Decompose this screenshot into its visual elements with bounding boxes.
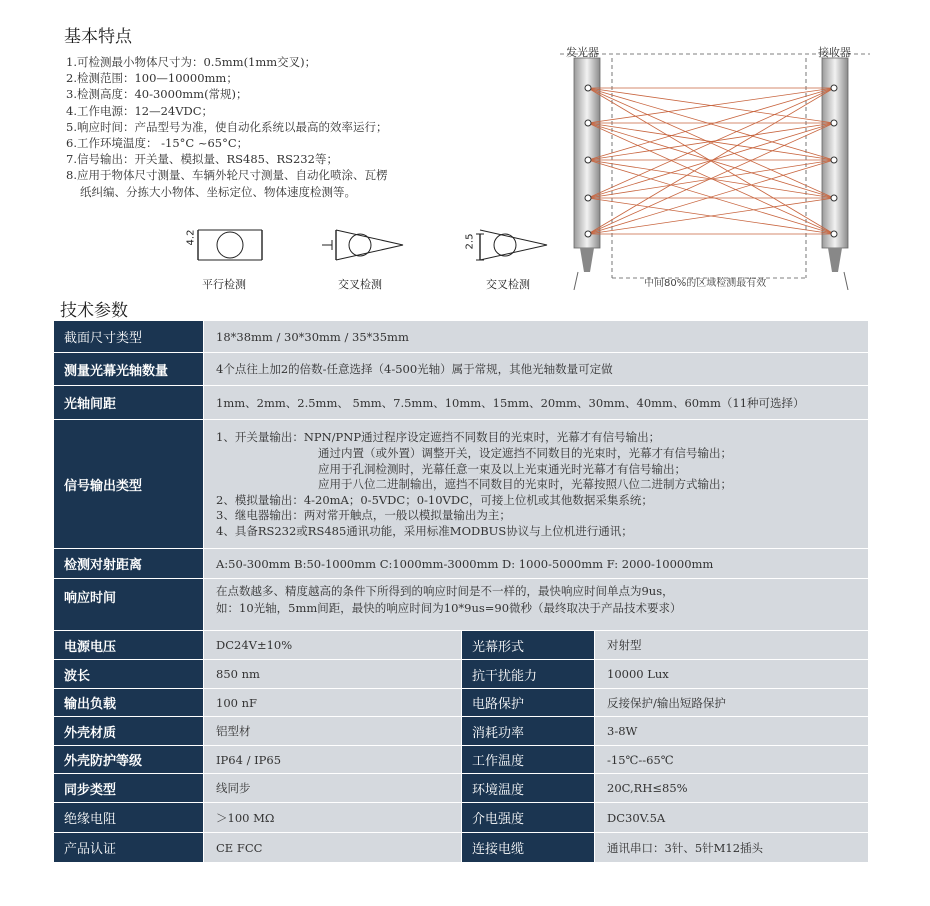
signal-line: 2、模拟量输出：4-20mA；0-5VDC；0-10VDC，可接上位机或其他数据采集系统；: [216, 492, 653, 507]
light-curtain-diagram: [560, 40, 870, 290]
axis-spacing-value: 1mm、2mm、2.5mm、 5mm、7.5mm、10mm、15mm、20mm、30mm、40mm、60mm（11种可选择）: [204, 386, 869, 420]
pair-label: 工作温度: [462, 746, 595, 774]
pair-label: 光幕形式: [462, 631, 595, 660]
pair-label: 介电强度: [462, 803, 595, 833]
feature-item: 2.检测范围：100—10000mm；: [66, 71, 238, 86]
table-row: [54, 631, 869, 660]
pair-label: 抗干扰能力: [462, 660, 595, 689]
feature-item: 5.响应时间：产品型号为准，使自动化系统以最高的效率运行；: [66, 119, 388, 134]
signal-output-value: [204, 420, 869, 549]
pair-value: DC24V±10%: [204, 631, 462, 660]
response-label: 响应时间: [54, 579, 204, 631]
pair-label: 连接电缆: [462, 833, 595, 863]
distance-value: A:50-300mm B:50-1000mm C:1000mm-3000mm D: 1000-5000mm F: 2000-10000mm: [204, 549, 869, 579]
signal-line: 3、继电器输出：两对常开触点，一般以模拟量输出为主；: [216, 508, 511, 523]
pair-label: 电路保护: [462, 689, 595, 717]
cross-detection-label-1: 交叉检测: [338, 278, 382, 291]
table-row: [54, 833, 869, 863]
feature-item: 4.工作电源：12—24VDC；: [66, 103, 214, 118]
feature-item: 8.应用于物体尺寸测量、车辆外轮尺寸测量、自动化喷涂、瓦楞: [66, 168, 388, 183]
distance-label: 检测对射距离: [54, 549, 204, 579]
axis-count-label: 测量光幕光轴数量: [54, 353, 204, 386]
signal-line: 1、开关量输出：NPN/PNP通过程序设定遮挡不同数目的光束时，光幕才有信号输出；: [216, 430, 661, 445]
signal-output-label: 信号输出类型: [54, 420, 204, 549]
cross-dim-label: 2.5: [464, 233, 476, 250]
pair-label: 电源电压: [54, 631, 204, 660]
table-row: [54, 353, 869, 386]
response-line: 在点数越多、精度越高的条件下所得到的响应时间是不一样的，最快响应时间单点为9us，: [216, 584, 674, 598]
feature-item: 6.工作环境温度： -15°C ~65°C；: [66, 136, 249, 151]
signal-line: 通过内置（或外置）调整开关，设定遮挡不同数目的光束时，光幕才有信号输出；: [318, 446, 732, 461]
pair-value: IP64 / IP65: [204, 746, 462, 774]
pair-value: 20C,RH≤85%: [595, 774, 869, 803]
pair-value: 850 nm: [204, 660, 462, 689]
pair-value: DC30V.5A: [595, 803, 869, 833]
pair-value: 线同步: [204, 774, 462, 803]
feature-item: 3.检测高度：40-3000mm(常规)；: [66, 87, 248, 102]
parallel-dim-label: 4.2: [185, 229, 197, 246]
pair-value: ＞100 MΩ: [204, 803, 462, 833]
emitter-label: 发光器: [566, 46, 599, 59]
response-value: [204, 579, 869, 631]
feature-item: 7.信号输出：开关量、模拟量、RS485、RS232等；: [66, 152, 338, 167]
table-row: [54, 717, 869, 746]
axis-spacing-label: 光轴间距: [54, 386, 204, 420]
feature-item: 1.可检测最小物体尺寸为：0.5mm(1mm交叉)；: [66, 55, 317, 69]
pair-label: 消耗功率: [462, 717, 595, 746]
table-row: [54, 420, 869, 549]
receiver-label: 接收器: [818, 46, 851, 59]
response-line: 如：10光轴，5mm间距，最快的响应时间为10*9us=90微秒（最终取决于产品技术要求）: [216, 601, 682, 615]
signal-line: 应用于孔洞检测时，光幕任意一束及以上光束通光时光幕才有信号输出；: [318, 461, 686, 476]
feature-item: 纸纠编、分拣大小物体、坐标定位、物体速度检测等。: [80, 184, 356, 199]
pair-label: 输出负载: [54, 689, 204, 717]
feature-list: [66, 54, 506, 200]
cross-detection-label-2: 交叉检测: [486, 278, 530, 291]
features-title: 基本特点: [64, 27, 132, 47]
pair-value: 对射型: [595, 631, 869, 660]
pair-value: 3-8W: [595, 717, 869, 746]
table-row: [54, 660, 869, 689]
pair-value: 100 nF: [204, 689, 462, 717]
table-row: [54, 774, 869, 803]
pair-value: -15℃--65℃: [595, 746, 869, 774]
pair-value: 反接保护/输出短路保护: [595, 689, 869, 717]
table-row: [54, 803, 869, 833]
curtain-caption: 中间80%的区域检测最有效: [644, 278, 767, 289]
section-size-value: 18*38mm / 30*30mm / 35*35mm: [204, 321, 869, 353]
parallel-detection-diagram: [180, 226, 270, 291]
pair-value: CE FCC: [204, 833, 462, 863]
table-row: [54, 386, 869, 420]
curtain-beams: [560, 40, 870, 290]
parallel-detection-label: 平行检测: [202, 278, 246, 291]
pair-label: 产品认证: [54, 833, 204, 863]
pair-label: 同步类型: [54, 774, 204, 803]
table-row: [54, 689, 869, 717]
table-row: [54, 746, 869, 774]
spec-table: [53, 320, 869, 863]
signal-line: 4、具备RS232或RS485通讯功能，采用标准MODBUS协议与上位机进行通讯；: [216, 523, 633, 538]
axis-count-value: 4个点往上加2的倍数-任意选择（4-500光轴）属于常规，其他光轴数量可定做: [204, 353, 869, 386]
pair-label: 外壳防护等级: [54, 746, 204, 774]
pair-value: 10000 Lux: [595, 660, 869, 689]
table-row: [54, 321, 869, 353]
cross-detection-diagram-1: [318, 226, 408, 291]
signal-line: 应用于八位二进制输出，遮挡不同数目的光束时，光幕按照八位二进制方式输出；: [318, 477, 732, 492]
params-title: 技术参数: [60, 301, 128, 321]
pair-label: 绝缘电阻: [54, 803, 204, 833]
pair-label: 外壳材质: [54, 717, 204, 746]
section-size-label: 截面尺寸类型: [54, 321, 204, 353]
pair-label: 波长: [54, 660, 204, 689]
pair-value: 通讯串口：3针、5针M12插头: [595, 833, 869, 863]
pair-label: 环境温度: [462, 774, 595, 803]
pair-value: 铝型材: [204, 717, 462, 746]
cross-detection-diagram-2: [462, 226, 554, 291]
table-row: [54, 579, 869, 631]
table-row: [54, 549, 869, 579]
